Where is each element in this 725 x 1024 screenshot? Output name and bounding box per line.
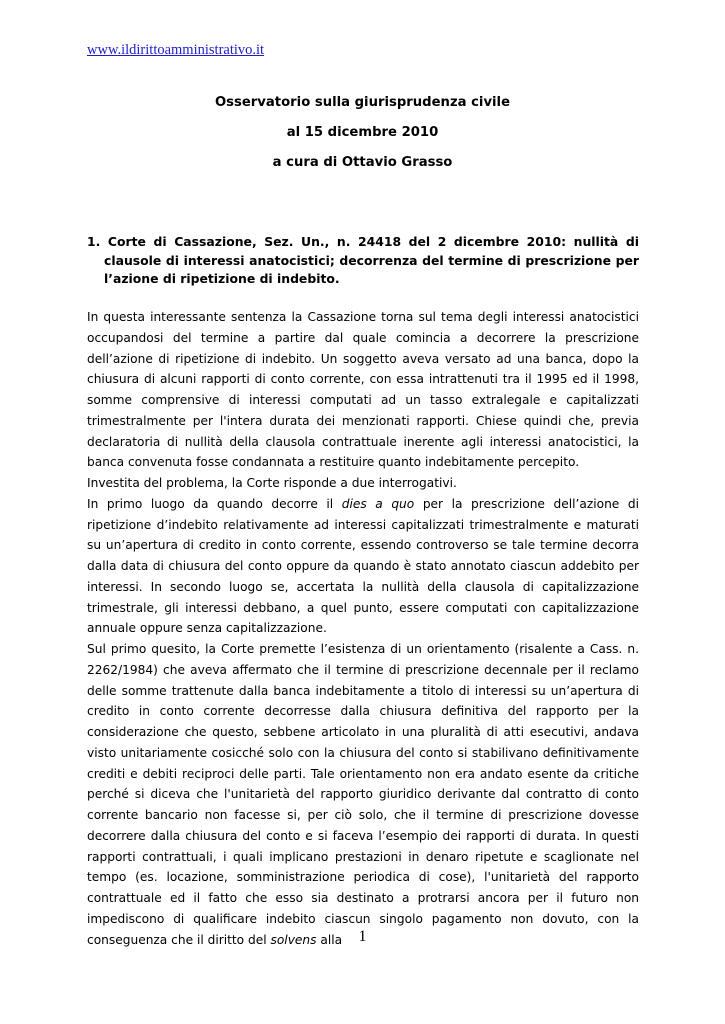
paragraph-4-text-b: alla [316,932,343,947]
article-body [87,307,639,950]
section-number: 1. [87,234,101,249]
page-number: 1 [358,928,367,945]
title-line-1: Osservatorio sulla giurisprudenza civile [214,95,511,110]
paragraph-2: Investita del problema, la Corte risponde a due interrogativi. [87,476,457,490]
paragraph-4-italic: solvens [270,932,317,947]
title-line-2: al 15 dicembre 2010 [286,125,439,140]
section-heading-text: Corte di Cassazione, Sez. Un., n. 24418 del 2 dicembre 2010: nullità di clausole di interessi anatocistici; decorrenza del termine di prescrizione per l’azione di ripetizione di indebito. [104,234,639,286]
paragraph-3-text-b: per la prescrizione dell’azione di ripetizione d’indebito relativamente ad interessi capitalizzati trimestralmente e maturati su un’apertura di credito in conto corrente, essendo controverso se tale termine decorra dalla data di chiusura del conto oppure da quando è stato annotato ciascun addebito per interessi. In secondo luogo se, accertata la nullità della clausola di capitalizzazione trimestrale, gli interessi debbano, a quel punto, essere computati con capitalizzazione annuale oppure senza capitalizzazione. [87,496,639,636]
site-link[interactable]: www.ildirittoamministrativo.it [87,42,265,58]
title-line-3: a cura di Ottavio Grasso [272,155,453,170]
paragraph-3-text-a: In primo luogo da quando decorre il [87,496,342,511]
paragraph-3 [87,494,639,639]
document-title [0,94,725,184]
paragraph-1: In questa interessante sentenza la Cassazione torna sul tema degli interessi anatocistici occupandosi del termine a partire dal quale comincia a decorrere la prescrizione dell’azione di ripetizione di indebito. Un soggetto aveva versato ad una banca, dopo la chiusura di alcuni rapporti di conto corrente, con essa intrattenuti tra il 1995 ed il 1998, somme comprensive di interessi computati ad un tasso extralegale e capitalizzati trimestralmente per l'intera durata dei menzionati rapporti. Chiese quindi che, previa declaratoria di nullità della clausola contrattuale inerente agli interessi anatocistici, la banca convenuta fosse condannata a restituire quanto indebitamente percepito. [87,310,639,470]
section-heading [87,233,639,289]
paragraph-4 [87,639,639,950]
paragraph-4-text-a: Sul primo quesito, la Corte premette l’esistenza di un orientamento (risalente a Cass. n. 2262/1984) che aveva affermato che il termine di prescrizione decennale per il reclamo delle somme trattenute dalla banca indebitamente a titolo di interessi su un’apertura di credito in conto corrente decorresse dalla chiusura definitiva del rapporto per la considerazione che questo, sebbene articolato in una pluralità di atti esecutivi, andava visto unitariamente cosicché solo con la chiusura del conto si stabilivano definitivamente crediti e debiti reciproci delle parti. Tale orientamento non era andato esente da critiche perché si diceva che l'unitarietà del rapporto giuridico derivante dal contratto di conto corrente bancario non facesse si, per ciò solo, che il termine di prescrizione dovesse decorrere dalla chiusura del conto e si faceva l’esempio dei rapporti di durata. In questi rapporti contrattuali, i quali implicano prestazioni in denaro ripetute e scaglionate nel tempo (es. locazione, somministrazione periodica di cose), l'unitarietà del rapporto contrattuale ed il fatto che esso sia destinato a protrarsi ancora per il futuro non impediscono di qualificare indebito ciascun singolo pagamento non dovuto, con la conseguenza che il diritto del [87,642,639,947]
paragraph-3-italic: dies a quo [341,496,415,511]
